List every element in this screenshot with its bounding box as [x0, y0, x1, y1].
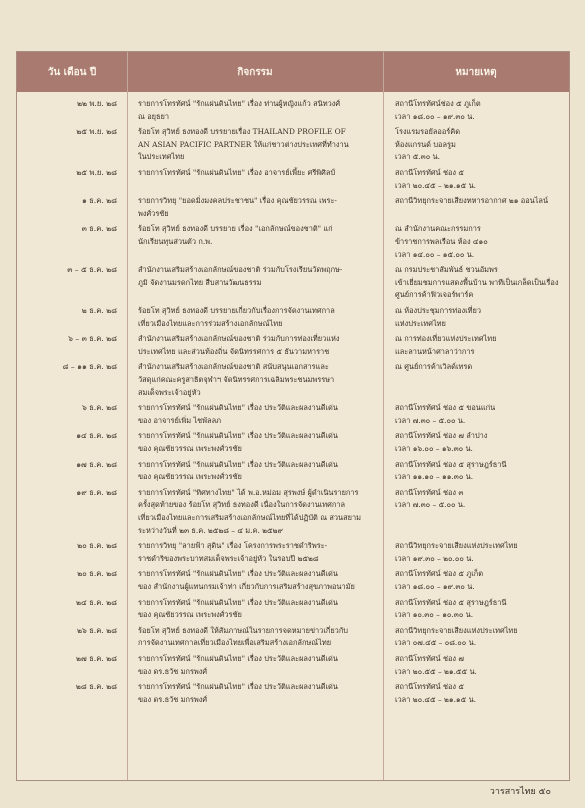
row-note-line: สถานีวิทยุกระจายเสียงแห่งประเทศไทย [395, 541, 518, 551]
row-note-line: ห้องแกรนด์ บอลรูม [395, 139, 456, 149]
row-activity-line: รายการโทรทัศน์ "รักแผ่นดินไทย" เรื่อง ประวัติและผลงานดีเด่น [138, 459, 338, 469]
row-activity-line: ร้อยโท สุวิทย์ ธงทองดี บรรยายเรื่อง THAILAND PROFILE OF [138, 127, 346, 137]
row-note-line: สถานีโทรทัศน์ ช่อง ๗ [395, 654, 464, 663]
row-date [17, 361, 117, 374]
row-date-line: ๒๔ ธ.ค. ๒๘ [76, 597, 117, 607]
row-note-line: สถานีโทรทัศน์ ช่อง ๕ สุราษฎร์ธานี [395, 597, 507, 607]
row-note [395, 223, 565, 261]
row-activity [138, 402, 376, 427]
row-activity [138, 305, 376, 330]
row-activity-line: รายการโทรทัศน์ "รักแผ่นดินไทย" เรื่อง ประวัติและผลงานดีเด่น [138, 597, 338, 607]
row-activity-line: รายการวิทยุ "ยอดมิ่งมงคลประชาชน" เรื่อง คุณชัยวรรณ เพระ- [138, 196, 337, 206]
row-activity-line: ภูมิ จัดงานมรดกไทย สืบสานวัฒนธรรม [138, 277, 262, 287]
row-activity-line: การจัดงานเทศกาลเที่ยวเมืองไทยเพื่อเสริมสร้างเอกลักษณ์ไทย [138, 638, 332, 648]
table-row [17, 625, 569, 650]
row-date [17, 126, 117, 139]
table-row [17, 681, 569, 706]
row-note [395, 487, 565, 512]
table-row [17, 653, 569, 678]
row-note-line: เวลา ๒๐.๔๕ – ๒๑.๑๕ น. [395, 180, 476, 190]
table-row [17, 167, 569, 192]
row-date-line: ๒ ธ.ค. ๒๘ [81, 306, 117, 315]
row-note-line: ข้าราชการพลเรือน ห้อง ๔๑๐ [395, 236, 488, 246]
row-activity-line: ระหว่างวันที่ ๒๓ ธ.ค. ๒๕๒๘ – ๔ ม.ค. ๒๕๒๙ [138, 525, 283, 535]
table-row [17, 459, 569, 484]
page-footer: วารสารไทย ๕๐ [489, 787, 551, 797]
row-note-line: เวลา ๑๖.๐๐ – ๑๖.๓๐ น. [395, 443, 473, 453]
row-date-line: ๓ ธ.ค. ๒๘ [81, 224, 117, 234]
row-note-line: เวลา ๑๐.๓๐ – ๑๐.๓๐ น. [395, 610, 474, 620]
row-note-line: ณ ศูนย์การค้าเวิลด์เทรด [395, 362, 473, 372]
table-header [17, 52, 569, 92]
row-date-line: ๑๔ ธ.ค. ๒๘ [76, 431, 117, 441]
row-activity-line: ของ คุณชัยวรรณ เพระพงศ์วรชัย [138, 472, 242, 482]
row-activity [138, 98, 376, 123]
row-activity-line: ของ ดร.ธวัช มกรพงศ์ [138, 666, 208, 676]
row-note [395, 568, 565, 593]
row-note [395, 305, 565, 330]
row-note-line: เวลา ๒๐.๕๕ – ๒๑.๕๕ น. [395, 666, 477, 676]
row-date [17, 487, 117, 500]
row-activity-line: รายการโทรทัศน์ "รักแผ่นดินไทย" เรื่อง อาจารย์เพี้ยะ ศรีพิศิลป์ [138, 168, 336, 177]
row-note [395, 264, 565, 302]
row-activity-line: ของ คุณชัยวรรณ เพระพงศ์วรชัย [138, 443, 242, 453]
row-date-line: ๒๖ ธ.ค. ๒๘ [76, 625, 117, 635]
row-note [395, 625, 565, 650]
table-row [17, 126, 569, 164]
row-note-line: เวลา ๑๔.๐๐ – ๑๕.๐๐ น. [395, 249, 475, 259]
row-note-line: เวลา ๑๑.๑๐ – ๑๑.๓๐ น. [395, 472, 474, 482]
row-activity-line: AN ASIAN PACIFIC PARTNER ให้แก่ชาวต่างประเทศที่ทำงาน [138, 139, 349, 149]
row-note-line: ณ กรมประชาสัมพันธ์ ชวนอัมพร [395, 265, 498, 275]
row-activity [138, 167, 376, 180]
row-note-line: เวลา ๗.๓๐ – ๕.๐๐ น. [395, 415, 466, 425]
row-activity-line: เที่ยวเมืองไทยและการเสริมสร้างเอกลักษณ์ไทยที่ได้ปฏิบัติ ณ สวนสยาม [138, 512, 361, 522]
row-date-line: ๖ ธ.ค. ๒๘ [81, 403, 117, 413]
row-date-line: ๘ – ๑๑ ธ.ค. ๒๘ [62, 362, 117, 372]
row-date [17, 195, 117, 208]
row-date [17, 223, 117, 236]
row-activity-line: พงศ์วรชัย [138, 208, 169, 218]
row-activity-line: รายการโทรทัศน์ "รักแผ่นดินไทย" เรื่อง ประวัติและผลงานดีเด่น [138, 403, 338, 413]
row-activity [138, 223, 376, 248]
row-note-line: สถานีวิทยุกระจายเสียงทหารอากาศ ๒๑ ออนไลน์ [395, 196, 548, 206]
row-activity-line: รายการวิทยุ "ลายฟ้า สุดิน" เรื่อง โครงการพระราชดำริพระ- [138, 541, 328, 551]
row-note-line: สถานีโทรทัศน์ ช่อง ๗ ลำปาง [395, 431, 488, 441]
row-date-line: ๒๐ ธ.ค. ๒๘ [77, 541, 117, 551]
row-note-line: เวลา ๐๗.๔๕ – ๐๘.๐๐ น. [395, 638, 477, 648]
row-note [395, 540, 565, 565]
row-note [395, 597, 565, 622]
row-date [17, 333, 117, 346]
table-row [17, 430, 569, 455]
table-row [17, 597, 569, 622]
row-note [395, 98, 565, 123]
row-activity [138, 625, 376, 650]
row-activity-line: สำนักงานเสริมสร้างเอกลักษณ์ของชาติ ร่วมกับโรงเรียนวัดพฤกษ- [138, 265, 343, 275]
row-date-line: ๒๘ ธ.ค. ๒๘ [75, 682, 117, 692]
row-date-line: ๒๕ พ.ย. ๒๘ [76, 168, 117, 177]
row-activity-line: ร้อยโท สุวิทย์ ธงทองดี บรรยายเกี่ยวกับเรื่องการจัดงานเทศกาล [138, 306, 335, 315]
row-activity-line: รายการโทรทัศน์ "ทิศทางไทย" ได้ พ.อ.หม่อม สุรพงษ์ ผู้ดำเนินรายการ [138, 487, 359, 497]
row-note-line: สถานีโทรทัศน์ ช่อง ๓ [395, 487, 464, 497]
row-activity-line: เที่ยวเมืองไทยและการร่วมสร้างเอกลักษณ์ไทย [138, 318, 283, 328]
row-note-line: เวลา ๑๘.๐๐ – ๑๙.๓๐ น. [395, 111, 475, 121]
row-note [395, 681, 565, 706]
row-note-line: สถานีโทรทัศน์ ช่อง ๕ ภูเก็ต [395, 569, 483, 579]
table-row [17, 402, 569, 427]
table-row [17, 195, 569, 220]
row-activity-line: ของ อาจารย์เพิ่ม ไชพัลลภ [138, 415, 221, 425]
header-date: วัน เดือน ปี [47, 66, 97, 78]
row-date [17, 653, 117, 666]
row-date [17, 98, 117, 111]
row-note [395, 402, 565, 427]
row-activity-line: รายการโทรทัศน์ "รักแผ่นดินไทย" เรื่อง ประวัติและผลงานดีเด่น [138, 654, 338, 663]
row-date-line: ๑๙ ธ.ค. ๒๘ [76, 487, 117, 497]
row-activity-line: วัสดุแก่คณะครูสาธิตจุฬาฯ จัดนิทรรศการเฉลิมพระชนมพรรษา [138, 374, 335, 384]
row-note-line: โรงแรมรอยัลออร์คิด [395, 127, 461, 137]
table-row [17, 333, 569, 358]
row-activity [138, 487, 376, 537]
table-row [17, 264, 569, 302]
row-note [395, 126, 565, 164]
row-date-line: ๒๒ พ.ย. ๒๘ [77, 99, 117, 108]
row-date-line: ๓ – ๕ ธ.ค. ๒๘ [67, 265, 117, 275]
row-activity [138, 430, 376, 455]
row-activity [138, 540, 376, 565]
row-note-line: สถานีโทรทัศน์ ช่อง ๕ ขอนแก่น [395, 403, 496, 413]
row-date [17, 264, 117, 277]
row-note-line: เวลา ๗.๓๐ – ๕.๐๐ น. [395, 500, 466, 510]
row-date [17, 167, 117, 180]
row-activity-line: ของ คุณชัยวรรณ เพระพงศ์วรชัย [138, 610, 242, 620]
table-row [17, 487, 569, 537]
row-date-line: ๒๗ ธ.ค. ๒๘ [76, 654, 117, 663]
row-activity-line: สมเด็จพระเจ้าอยู่หัว [138, 387, 201, 397]
row-activity [138, 333, 376, 358]
row-note-line: เวลา ๑๘.๐๐ – ๑๙.๓๐ น. [395, 581, 475, 591]
row-activity-line: รายการโทรทัศน์ "รักแผ่นดินไทย" เรื่อง ประวัติและผลงานดีเด่น [138, 682, 338, 692]
row-activity-line: ประเทศไทย และส่วนท้องถิ่น จัดนิทรรศการ ๕ ธันวามหาราช [138, 346, 330, 356]
row-activity [138, 568, 376, 593]
table-row [17, 223, 569, 261]
row-activity-line: นักเรียนทุนส่วนตัว ก.พ. [138, 236, 213, 246]
row-note-line: เวลา ๒๐.๔๕ – ๒๑.๑๕ น. [395, 694, 476, 704]
header-activity: กิจกรรม [237, 66, 273, 78]
table-row [17, 98, 569, 123]
row-date-line: ๒๐ ธ.ค. ๒๘ [77, 569, 117, 579]
row-date [17, 459, 117, 472]
row-activity-line: ของ สำนักงานผู้แทนกรมเจ้าท่า เกี่ยวกับการเสริมสร้างสุขภาพอนามัย [138, 581, 355, 591]
row-note [395, 195, 565, 208]
row-date-line: ๖ – ๓ ธ.ค. ๒๘ [68, 334, 117, 344]
table-row [17, 361, 569, 399]
row-activity-line: สำนักงานเสริมสร้างเอกลักษณ์ของชาติ ร่วมกับการท่องเที่ยวแห่ง [138, 334, 340, 344]
row-date-line: ๒๕ พ.ย. ๒๘ [76, 127, 117, 137]
row-activity-line: รายการโทรทัศน์ "รักแผ่นดินไทย" เรื่อง ประวัติและผลงานดีเด่น [138, 569, 338, 579]
row-note [395, 430, 565, 455]
row-activity [138, 597, 376, 622]
row-activity-line: ครั้งสุดท้ายของ ร้อยโท สุวิทย์ ธงทองดี เนื่องในการจัดงานเทศกาล [138, 500, 346, 510]
row-activity-line: รายการโทรทัศน์ "รักแผ่นดินไทย" เรื่อง ท่านผู้หญิงแก้ว สนิทวงศ์ [138, 99, 341, 108]
row-note-line: สถานีโทรทัศน์ช่อง ๕ ภูเก็ต [395, 99, 481, 108]
row-activity-line: ณ อยุธยา [138, 111, 169, 121]
row-note-line: แห่งประเทศไทย [395, 318, 446, 328]
table-row [17, 568, 569, 593]
row-activity-line: ร้อยโท สุวิทย์ ธงทองดี บรรยาย เรื่อง "เอกลักษณ์ของชาติ" แก่ [138, 224, 333, 234]
row-note-line: สถานีโทรทัศน์ ช่อง ๕ [395, 168, 464, 177]
table-row [17, 305, 569, 330]
row-activity [138, 361, 376, 399]
row-date [17, 568, 117, 581]
row-activity-line: ราชดำริของพระบาทสมเด็จพระเจ้าอยู่หัว ในรอบปี ๒๕๒๘ [138, 553, 319, 563]
row-note [395, 333, 565, 358]
row-note [395, 361, 565, 374]
row-note-line: ณ สำนักงานคณะกรรมการ [395, 224, 481, 234]
row-note-line: เข้าเยี่ยมชมการแสดงพื้นบ้าน พาทีเป็นเกล็ดเป็นเรื่อง [395, 277, 559, 287]
row-note-line: ศูนย์การค้าฟิวเจอร์พาร์ค [395, 290, 474, 300]
row-date [17, 681, 117, 694]
row-note-line: สถานีวิทยุกระจายเสียงแห่งประเทศไทย [395, 625, 518, 635]
row-activity [138, 195, 376, 220]
row-date [17, 305, 117, 318]
row-activity-line: รายการโทรทัศน์ "รักแผ่นดินไทย" เรื่อง ประวัติและผลงานดีเด่น [138, 431, 338, 441]
row-note [395, 167, 565, 192]
row-note-line: สถานีโทรทัศน์ ช่อง ๕ สุราษฎร์ธานี [395, 459, 507, 469]
row-activity [138, 681, 376, 706]
row-note-line: เวลา ๕.๓๐ น. [395, 152, 440, 162]
row-note-line: เวลา ๑๙.๓๐ – ๒๐.๐๐ น. [395, 553, 474, 563]
row-note-line: ณ ห้องประชุมการท่องเที่ยว [395, 306, 482, 315]
row-activity [138, 653, 376, 678]
row-activity [138, 459, 376, 484]
row-date [17, 430, 117, 443]
row-note [395, 459, 565, 484]
row-date-line: ๑ ธ.ค. ๒๘ [81, 196, 117, 206]
row-activity [138, 126, 376, 164]
row-date-line: ๑๗ ธ.ค. ๒๘ [76, 459, 117, 469]
row-date [17, 402, 117, 415]
row-activity-line: ในประเทศไทย [138, 152, 185, 162]
row-date [17, 597, 117, 610]
row-activity [138, 264, 376, 289]
row-note-line: ณ การท่องเที่ยวแห่งประเทศไทย [395, 334, 497, 344]
row-activity-line: ของ ดร.ธวัช มกรพงศ์ [138, 694, 208, 704]
row-note-line: สถานีโทรทัศน์ ช่อง ๕ [395, 682, 464, 692]
row-note-line: และลานหน้าศาลาว่าการ [395, 346, 475, 356]
table-row [17, 540, 569, 565]
activity-table [16, 51, 570, 781]
header-note: หมายเหตุ [455, 66, 497, 78]
row-activity-line: ร้อยโท สุวิทย์ ธงทองดี ให้สัมภาษณ์ในรายการจดหมายข่าวเกี่ยวกับ [138, 625, 349, 635]
row-date [17, 540, 117, 553]
row-note [395, 653, 565, 678]
row-activity-line: สำนักงานเสริมสร้างเอกลักษณ์ของชาติ สนับสนุนเอกสารและ [138, 362, 329, 372]
row-date [17, 625, 117, 638]
